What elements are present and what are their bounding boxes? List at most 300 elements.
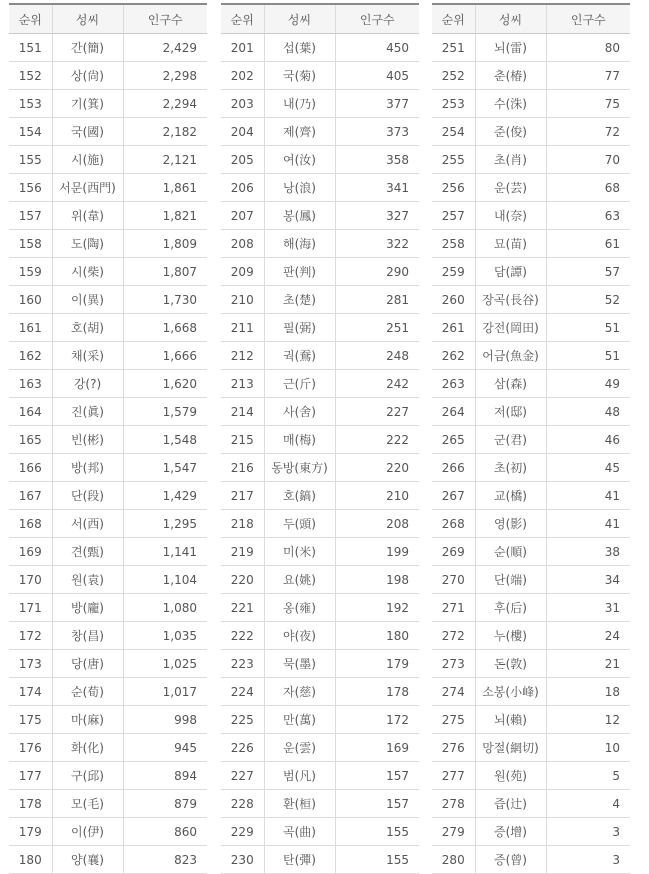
surname-cell: 마(麻): [52, 706, 123, 734]
surname-cell: 준(俊): [475, 118, 546, 146]
table-row: [432, 734, 630, 762]
rank-cell: 266: [432, 454, 475, 482]
surname-cell: 방(邦): [52, 454, 123, 482]
surname-cell: 군(君): [475, 426, 546, 454]
table-row: [9, 314, 207, 342]
population-cell: 1,668: [123, 314, 207, 342]
table-row: [221, 286, 419, 314]
rank-cell: 212: [221, 342, 264, 370]
rank-cell: 167: [9, 482, 52, 510]
rank-cell: 258: [432, 230, 475, 258]
surname-cell: 두(頭): [264, 510, 335, 538]
population-cell: 208: [335, 510, 419, 538]
population-cell: 823: [123, 846, 207, 874]
surname-table-2: [221, 3, 419, 874]
rank-cell: 170: [9, 566, 52, 594]
population-cell: 49: [546, 370, 630, 398]
population-cell: 2,182: [123, 118, 207, 146]
population-cell: 1,017: [123, 678, 207, 706]
table-row: [432, 594, 630, 622]
table-row: [221, 314, 419, 342]
table-row: [221, 398, 419, 426]
population-cell: 157: [335, 790, 419, 818]
surname-cell: 원(苑): [475, 762, 546, 790]
population-cell: 70: [546, 146, 630, 174]
surname-cell: 구(邱): [52, 762, 123, 790]
table-row: [9, 510, 207, 538]
table-row: [221, 818, 419, 846]
table-row: [432, 286, 630, 314]
table-row: [221, 482, 419, 510]
surname-cell: 호(胡): [52, 314, 123, 342]
population-cell: 945: [123, 734, 207, 762]
table-row: [221, 258, 419, 286]
population-cell: 290: [335, 258, 419, 286]
rank-cell: 275: [432, 706, 475, 734]
table-row: [221, 118, 419, 146]
rank-cell: 153: [9, 90, 52, 118]
rank-cell: 202: [221, 62, 264, 90]
population-cell: 327: [335, 202, 419, 230]
rank-cell: 252: [432, 62, 475, 90]
rank-cell: 256: [432, 174, 475, 202]
population-cell: 1,025: [123, 650, 207, 678]
rank-cell: 262: [432, 342, 475, 370]
rank-cell: 159: [9, 258, 52, 286]
surname-cell: 봉(鳳): [264, 202, 335, 230]
population-cell: 68: [546, 174, 630, 202]
table-row: [221, 146, 419, 174]
population-cell: 1,809: [123, 230, 207, 258]
population-cell: 322: [335, 230, 419, 258]
population-cell: 450: [335, 34, 419, 62]
rank-cell: 154: [9, 118, 52, 146]
surname-cell: 국(國): [52, 118, 123, 146]
table-row: [221, 734, 419, 762]
population-cell: 1,579: [123, 398, 207, 426]
table-row: [9, 818, 207, 846]
population-cell: 198: [335, 566, 419, 594]
surname-cell: 수(洙): [475, 90, 546, 118]
table-row: [9, 146, 207, 174]
population-cell: 220: [335, 454, 419, 482]
rank-cell: 228: [221, 790, 264, 818]
table-row: [432, 762, 630, 790]
surname-cell: 진(眞): [52, 398, 123, 426]
rank-cell: 251: [432, 34, 475, 62]
table-row: [9, 202, 207, 230]
surname-table-1: [9, 3, 207, 874]
surname-cell: 옹(雍): [264, 594, 335, 622]
rank-cell: 161: [9, 314, 52, 342]
surname-cell: 단(端): [475, 566, 546, 594]
rank-cell: 225: [221, 706, 264, 734]
population-header: 인구수: [335, 4, 419, 34]
surname-table-3: [432, 3, 630, 874]
table-row: [432, 706, 630, 734]
population-cell: 1,620: [123, 370, 207, 398]
surname-cell: 국(菊): [264, 62, 335, 90]
population-cell: 12: [546, 706, 630, 734]
rank-cell: 276: [432, 734, 475, 762]
surname-cell: 운(芸): [475, 174, 546, 202]
rank-cell: 205: [221, 146, 264, 174]
surname-cell: 도(陶): [52, 230, 123, 258]
surname-cell: 삼(森): [475, 370, 546, 398]
surname-cell: 궉(鴌): [264, 342, 335, 370]
table-row: [9, 342, 207, 370]
population-cell: 2,294: [123, 90, 207, 118]
surname-cell: 내(乃): [264, 90, 335, 118]
population-cell: 1,730: [123, 286, 207, 314]
rank-cell: 162: [9, 342, 52, 370]
surname-header: 성씨: [52, 4, 123, 34]
table-row: [432, 174, 630, 202]
population-cell: 57: [546, 258, 630, 286]
surname-cell: 뇌(賴): [475, 706, 546, 734]
table-row: [221, 370, 419, 398]
population-cell: 51: [546, 342, 630, 370]
rank-cell: 155: [9, 146, 52, 174]
table-row: [9, 454, 207, 482]
population-cell: 24: [546, 622, 630, 650]
table-row: [221, 90, 419, 118]
population-cell: 157: [335, 762, 419, 790]
rank-cell: 151: [9, 34, 52, 62]
surname-cell: 원(袁): [52, 566, 123, 594]
rank-cell: 257: [432, 202, 475, 230]
table-row: [9, 286, 207, 314]
table-row: [9, 538, 207, 566]
surname-cell: 견(甄): [52, 538, 123, 566]
surname-cell: 동방(東方): [264, 454, 335, 482]
rank-cell: 259: [432, 258, 475, 286]
surname-cell: 묵(墨): [264, 650, 335, 678]
surname-cell: 탄(彈): [264, 846, 335, 874]
surname-cell: 해(海): [264, 230, 335, 258]
population-cell: 222: [335, 426, 419, 454]
rank-cell: 179: [9, 818, 52, 846]
surname-cell: 사(舍): [264, 398, 335, 426]
surname-cell: 매(梅): [264, 426, 335, 454]
population-cell: 358: [335, 146, 419, 174]
table-row: [9, 398, 207, 426]
surname-cell: 저(邸): [475, 398, 546, 426]
rank-cell: 268: [432, 510, 475, 538]
population-cell: 180: [335, 622, 419, 650]
table-row: [432, 846, 630, 874]
table-row: [221, 34, 419, 62]
rank-cell: 226: [221, 734, 264, 762]
population-cell: 1,821: [123, 202, 207, 230]
rank-cell: 254: [432, 118, 475, 146]
surname-cell: 이(伊): [52, 818, 123, 846]
surname-cell: 강(?): [52, 370, 123, 398]
population-cell: 1,666: [123, 342, 207, 370]
population-cell: 63: [546, 202, 630, 230]
table-row: [9, 230, 207, 258]
population-cell: 1,080: [123, 594, 207, 622]
population-cell: 2,298: [123, 62, 207, 90]
surname-cell: 호(鎬): [264, 482, 335, 510]
table-row: [221, 174, 419, 202]
population-cell: 192: [335, 594, 419, 622]
population-cell: 242: [335, 370, 419, 398]
rank-cell: 270: [432, 566, 475, 594]
population-cell: 41: [546, 510, 630, 538]
surname-cell: 채(采): [52, 342, 123, 370]
table-row: [432, 90, 630, 118]
rank-cell: 173: [9, 650, 52, 678]
surname-header: 성씨: [475, 4, 546, 34]
surname-cell: 제(齊): [264, 118, 335, 146]
table-row: [221, 790, 419, 818]
population-cell: 1,295: [123, 510, 207, 538]
population-cell: 18: [546, 678, 630, 706]
surname-cell: 뇌(雷): [475, 34, 546, 62]
surname-cell: 춘(椿): [475, 62, 546, 90]
surname-cell: 상(尙): [52, 62, 123, 90]
surname-cell: 환(桓): [264, 790, 335, 818]
rank-cell: 157: [9, 202, 52, 230]
population-cell: 1,807: [123, 258, 207, 286]
table-row: [221, 230, 419, 258]
table-row: [221, 678, 419, 706]
surname-cell: 이(異): [52, 286, 123, 314]
surname-cell: 장곡(長谷): [475, 286, 546, 314]
population-cell: 248: [335, 342, 419, 370]
rank-cell: 171: [9, 594, 52, 622]
surname-cell: 묘(苗): [475, 230, 546, 258]
surname-cell: 초(肖): [475, 146, 546, 174]
population-cell: 860: [123, 818, 207, 846]
population-header: 인구수: [123, 4, 207, 34]
surname-cell: 요(姚): [264, 566, 335, 594]
rank-cell: 215: [221, 426, 264, 454]
rank-cell: 278: [432, 790, 475, 818]
population-cell: 77: [546, 62, 630, 90]
surname-header: 성씨: [264, 4, 335, 34]
population-cell: 31: [546, 594, 630, 622]
population-cell: 45: [546, 454, 630, 482]
population-cell: 251: [335, 314, 419, 342]
table-row: [9, 482, 207, 510]
rank-cell: 176: [9, 734, 52, 762]
surname-cell: 창(昌): [52, 622, 123, 650]
population-cell: 2,121: [123, 146, 207, 174]
rank-cell: 180: [9, 846, 52, 874]
table-row: [9, 174, 207, 202]
rank-cell: 222: [221, 622, 264, 650]
population-cell: 1,547: [123, 454, 207, 482]
rank-cell: 223: [221, 650, 264, 678]
surname-cell: 여(汝): [264, 146, 335, 174]
rank-cell: 169: [9, 538, 52, 566]
surname-cell: 근(斤): [264, 370, 335, 398]
surname-cell: 위(韋): [52, 202, 123, 230]
rank-cell: 174: [9, 678, 52, 706]
surname-cell: 필(弼): [264, 314, 335, 342]
table-row: [432, 342, 630, 370]
table-row: [221, 510, 419, 538]
table-row: [432, 818, 630, 846]
rank-cell: 265: [432, 426, 475, 454]
rank-cell: 164: [9, 398, 52, 426]
population-cell: 155: [335, 818, 419, 846]
table-row: [221, 650, 419, 678]
surname-cell: 범(凡): [264, 762, 335, 790]
population-cell: 1,035: [123, 622, 207, 650]
population-cell: 1,861: [123, 174, 207, 202]
population-cell: 341: [335, 174, 419, 202]
population-cell: 72: [546, 118, 630, 146]
rank-cell: 253: [432, 90, 475, 118]
population-cell: 178: [335, 678, 419, 706]
surname-cell: 자(慈): [264, 678, 335, 706]
table-row: [9, 34, 207, 62]
population-cell: 199: [335, 538, 419, 566]
rank-cell: 218: [221, 510, 264, 538]
table-row: [432, 482, 630, 510]
table-row: [221, 202, 419, 230]
surname-cell: 초(初): [475, 454, 546, 482]
table-row: [221, 538, 419, 566]
rank-cell: 152: [9, 62, 52, 90]
population-cell: 377: [335, 90, 419, 118]
rank-cell: 274: [432, 678, 475, 706]
surname-cell: 야(夜): [264, 622, 335, 650]
surname-cell: 화(化): [52, 734, 123, 762]
population-cell: 227: [335, 398, 419, 426]
surname-cell: 증(增): [475, 818, 546, 846]
surname-cell: 미(米): [264, 538, 335, 566]
table-row: [432, 202, 630, 230]
table-row: [9, 622, 207, 650]
table-row: [9, 678, 207, 706]
rank-cell: 280: [432, 846, 475, 874]
table-row: [221, 594, 419, 622]
table-row: [432, 678, 630, 706]
table-row: [432, 622, 630, 650]
population-cell: 1,548: [123, 426, 207, 454]
rank-cell: 255: [432, 146, 475, 174]
surname-cell: 시(柴): [52, 258, 123, 286]
surname-cell: 즙(辻): [475, 790, 546, 818]
population-header: 인구수: [546, 4, 630, 34]
population-cell: 34: [546, 566, 630, 594]
population-cell: 373: [335, 118, 419, 146]
rank-cell: 277: [432, 762, 475, 790]
table-row: [221, 62, 419, 90]
table-row: [9, 594, 207, 622]
table-row: [432, 118, 630, 146]
rank-cell: 269: [432, 538, 475, 566]
table-row: [432, 314, 630, 342]
rank-cell: 166: [9, 454, 52, 482]
surname-cell: 운(雲): [264, 734, 335, 762]
population-cell: 281: [335, 286, 419, 314]
population-cell: 1,104: [123, 566, 207, 594]
surname-cell: 후(后): [475, 594, 546, 622]
rank-cell: 279: [432, 818, 475, 846]
population-cell: 3: [546, 818, 630, 846]
population-cell: 41: [546, 482, 630, 510]
surname-cell: 강전(岡田): [475, 314, 546, 342]
surname-cell: 낭(浪): [264, 174, 335, 202]
surname-cell: 방(龐): [52, 594, 123, 622]
table-row: [9, 258, 207, 286]
population-cell: 51: [546, 314, 630, 342]
population-cell: 894: [123, 762, 207, 790]
rank-cell: 177: [9, 762, 52, 790]
population-cell: 80: [546, 34, 630, 62]
table-row: [9, 706, 207, 734]
population-cell: 169: [335, 734, 419, 762]
table-row: [432, 650, 630, 678]
surname-cell: 순(荀): [52, 678, 123, 706]
rank-cell: 204: [221, 118, 264, 146]
rank-cell: 214: [221, 398, 264, 426]
table-row: [221, 342, 419, 370]
rank-cell: 264: [432, 398, 475, 426]
surname-cell: 양(襄): [52, 846, 123, 874]
rank-cell: 156: [9, 174, 52, 202]
table-row: [221, 846, 419, 874]
table-row: [432, 370, 630, 398]
table-row: [432, 258, 630, 286]
table-row: [9, 90, 207, 118]
population-cell: 172: [335, 706, 419, 734]
table-row: [432, 790, 630, 818]
rank-cell: 160: [9, 286, 52, 314]
rank-cell: 168: [9, 510, 52, 538]
table-row: [432, 510, 630, 538]
table-row: [9, 762, 207, 790]
population-cell: 155: [335, 846, 419, 874]
surname-cell: 누(樓): [475, 622, 546, 650]
table-row: [221, 426, 419, 454]
rank-cell: 219: [221, 538, 264, 566]
table-row: [432, 230, 630, 258]
rank-cell: 224: [221, 678, 264, 706]
surname-cell: 모(毛): [52, 790, 123, 818]
rank-cell: 216: [221, 454, 264, 482]
surname-cell: 순(順): [475, 538, 546, 566]
table-row: [432, 146, 630, 174]
population-cell: 1,141: [123, 538, 207, 566]
surname-cell: 서(西): [52, 510, 123, 538]
surname-cell: 교(橋): [475, 482, 546, 510]
rank-cell: 206: [221, 174, 264, 202]
rank-cell: 172: [9, 622, 52, 650]
population-cell: 21: [546, 650, 630, 678]
surname-cell: 단(段): [52, 482, 123, 510]
population-cell: 75: [546, 90, 630, 118]
population-cell: 10: [546, 734, 630, 762]
rank-header: 순위: [9, 4, 52, 34]
rank-cell: 272: [432, 622, 475, 650]
table-row: [221, 622, 419, 650]
table-row: [9, 566, 207, 594]
rank-cell: 263: [432, 370, 475, 398]
table-row: [432, 538, 630, 566]
surname-cell: 판(判): [264, 258, 335, 286]
table-row: [9, 118, 207, 146]
table-row: [432, 62, 630, 90]
rank-cell: 213: [221, 370, 264, 398]
population-cell: 179: [335, 650, 419, 678]
rank-cell: 207: [221, 202, 264, 230]
